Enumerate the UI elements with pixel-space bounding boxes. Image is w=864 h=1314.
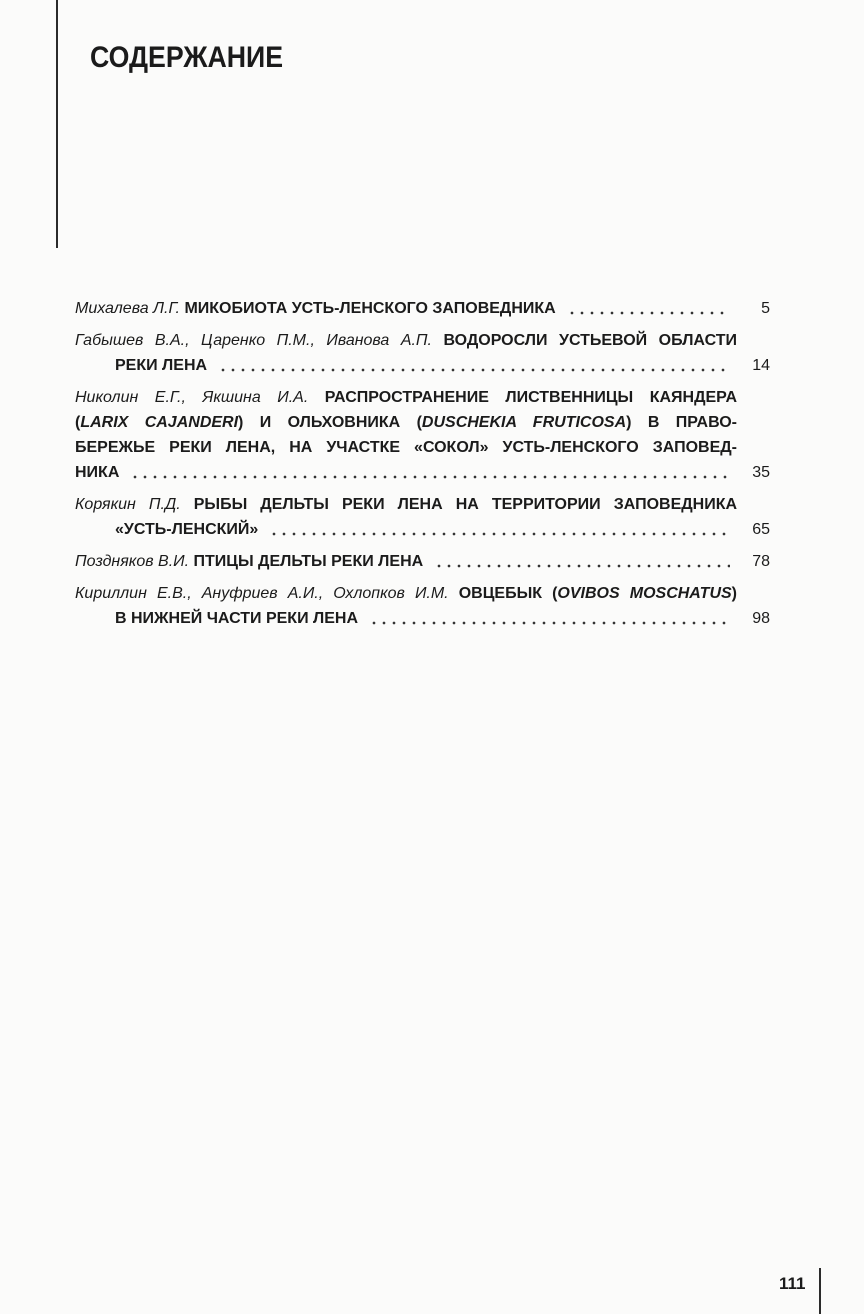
entry-title: ) И ОЛЬХОВНИКА ( — [238, 414, 422, 431]
toc-line — [75, 435, 737, 460]
entry-authors: Николин Е.Г., Якшина И.А. — [75, 389, 309, 406]
entry-title: ВОДОРОСЛИ УСТЬЕВОЙ ОБЛАСТИ — [443, 332, 737, 349]
dot-leader — [216, 353, 730, 378]
table-of-contents — [75, 296, 770, 638]
dot-leader — [367, 606, 730, 631]
entry-text — [75, 296, 556, 321]
entry-authors: Корякин П.Д. — [75, 496, 181, 513]
entry-title: «УСТЬ-ЛЕНСКИЙ» — [115, 521, 259, 538]
dot-leader — [432, 549, 730, 574]
entry-title: МИКОБИОТА УСТЬ-ЛЕНСКОГО ЗАПОВЕДНИКА — [184, 300, 556, 317]
toc-line — [75, 492, 737, 517]
entry-text — [75, 549, 423, 574]
toc-line — [75, 328, 737, 353]
entry-title: ОВЦЕБЫК ( — [458, 585, 558, 602]
toc-line — [75, 410, 737, 435]
entry-title: ) В ПРАВО- — [626, 414, 737, 431]
entry-text — [115, 353, 207, 378]
entry-title: В НИЖНЕЙ ЧАСТИ РЕКИ ЛЕНА — [115, 610, 359, 627]
toc-line — [75, 549, 770, 574]
toc-entry — [75, 296, 770, 321]
entry-page-number: 98 — [752, 610, 770, 627]
entry-authors: Поздняков В.И. — [75, 553, 190, 570]
entry-title: РЕКИ ЛЕНА — [115, 357, 208, 374]
toc-line — [75, 353, 770, 378]
dot-leader — [128, 460, 730, 485]
entry-title: НИКА — [75, 464, 120, 481]
toc-entry — [75, 581, 770, 631]
toc-entry — [75, 385, 770, 485]
entry-page-number: 5 — [761, 300, 770, 317]
toc-line — [75, 296, 770, 321]
entry-authors: Кириллин Е.В., Ануфриев А.И., Охлопков И.М. — [75, 585, 449, 602]
entry-page-number: 35 — [752, 464, 770, 481]
margin-rule-right — [819, 1268, 821, 1314]
entry-text — [75, 460, 119, 485]
margin-rule-left — [56, 0, 58, 248]
toc-line — [75, 606, 770, 631]
entry-title: РЫБЫ ДЕЛЬТЫ РЕКИ ЛЕНА НА ТЕРРИТОРИИ ЗАПОВЕДНИКА — [193, 496, 738, 513]
latin-name: OVIBOS MOSCHATUS — [557, 585, 732, 602]
toc-line — [75, 385, 737, 410]
toc-line — [75, 517, 770, 542]
toc-line — [75, 460, 770, 485]
entry-page-number: 65 — [752, 521, 770, 538]
folio-page-number: 111 — [779, 1274, 806, 1293]
dot-leader — [267, 517, 730, 542]
page-heading: СОДЕРЖАНИЕ — [90, 41, 284, 74]
toc-line — [75, 581, 737, 606]
entry-title: БЕРЕЖЬЕ РЕКИ ЛЕНА, НА УЧАСТКЕ «СОКОЛ» УСТЬ-ЛЕНСКОГО ЗАПОВЕД- — [75, 439, 737, 456]
toc-entry — [75, 549, 770, 574]
toc-entry — [75, 328, 770, 378]
entry-page-number: 14 — [752, 357, 770, 374]
entry-authors: Габышев В.А., Царенко П.М., Иванова А.П. — [75, 332, 432, 349]
entry-text — [115, 606, 358, 631]
entry-text — [115, 517, 258, 542]
entry-title: ( — [75, 414, 81, 431]
latin-name: LARIX CAJANDERI — [80, 414, 239, 431]
toc-entry — [75, 492, 770, 542]
dot-leader — [565, 296, 730, 321]
entry-title: РАСПРОСТРАНЕНИЕ ЛИСТВЕННИЦЫ КАЯНДЕРА — [324, 389, 737, 406]
entry-title: ПТИЦЫ ДЕЛЬТЫ РЕКИ ЛЕНА — [193, 553, 424, 570]
entry-page-number: 78 — [752, 553, 770, 570]
entry-title: ) — [731, 585, 737, 602]
entry-authors: Михалева Л.Г. — [75, 300, 180, 317]
latin-name: DUSCHEKIA FRUTICOSA — [421, 414, 627, 431]
